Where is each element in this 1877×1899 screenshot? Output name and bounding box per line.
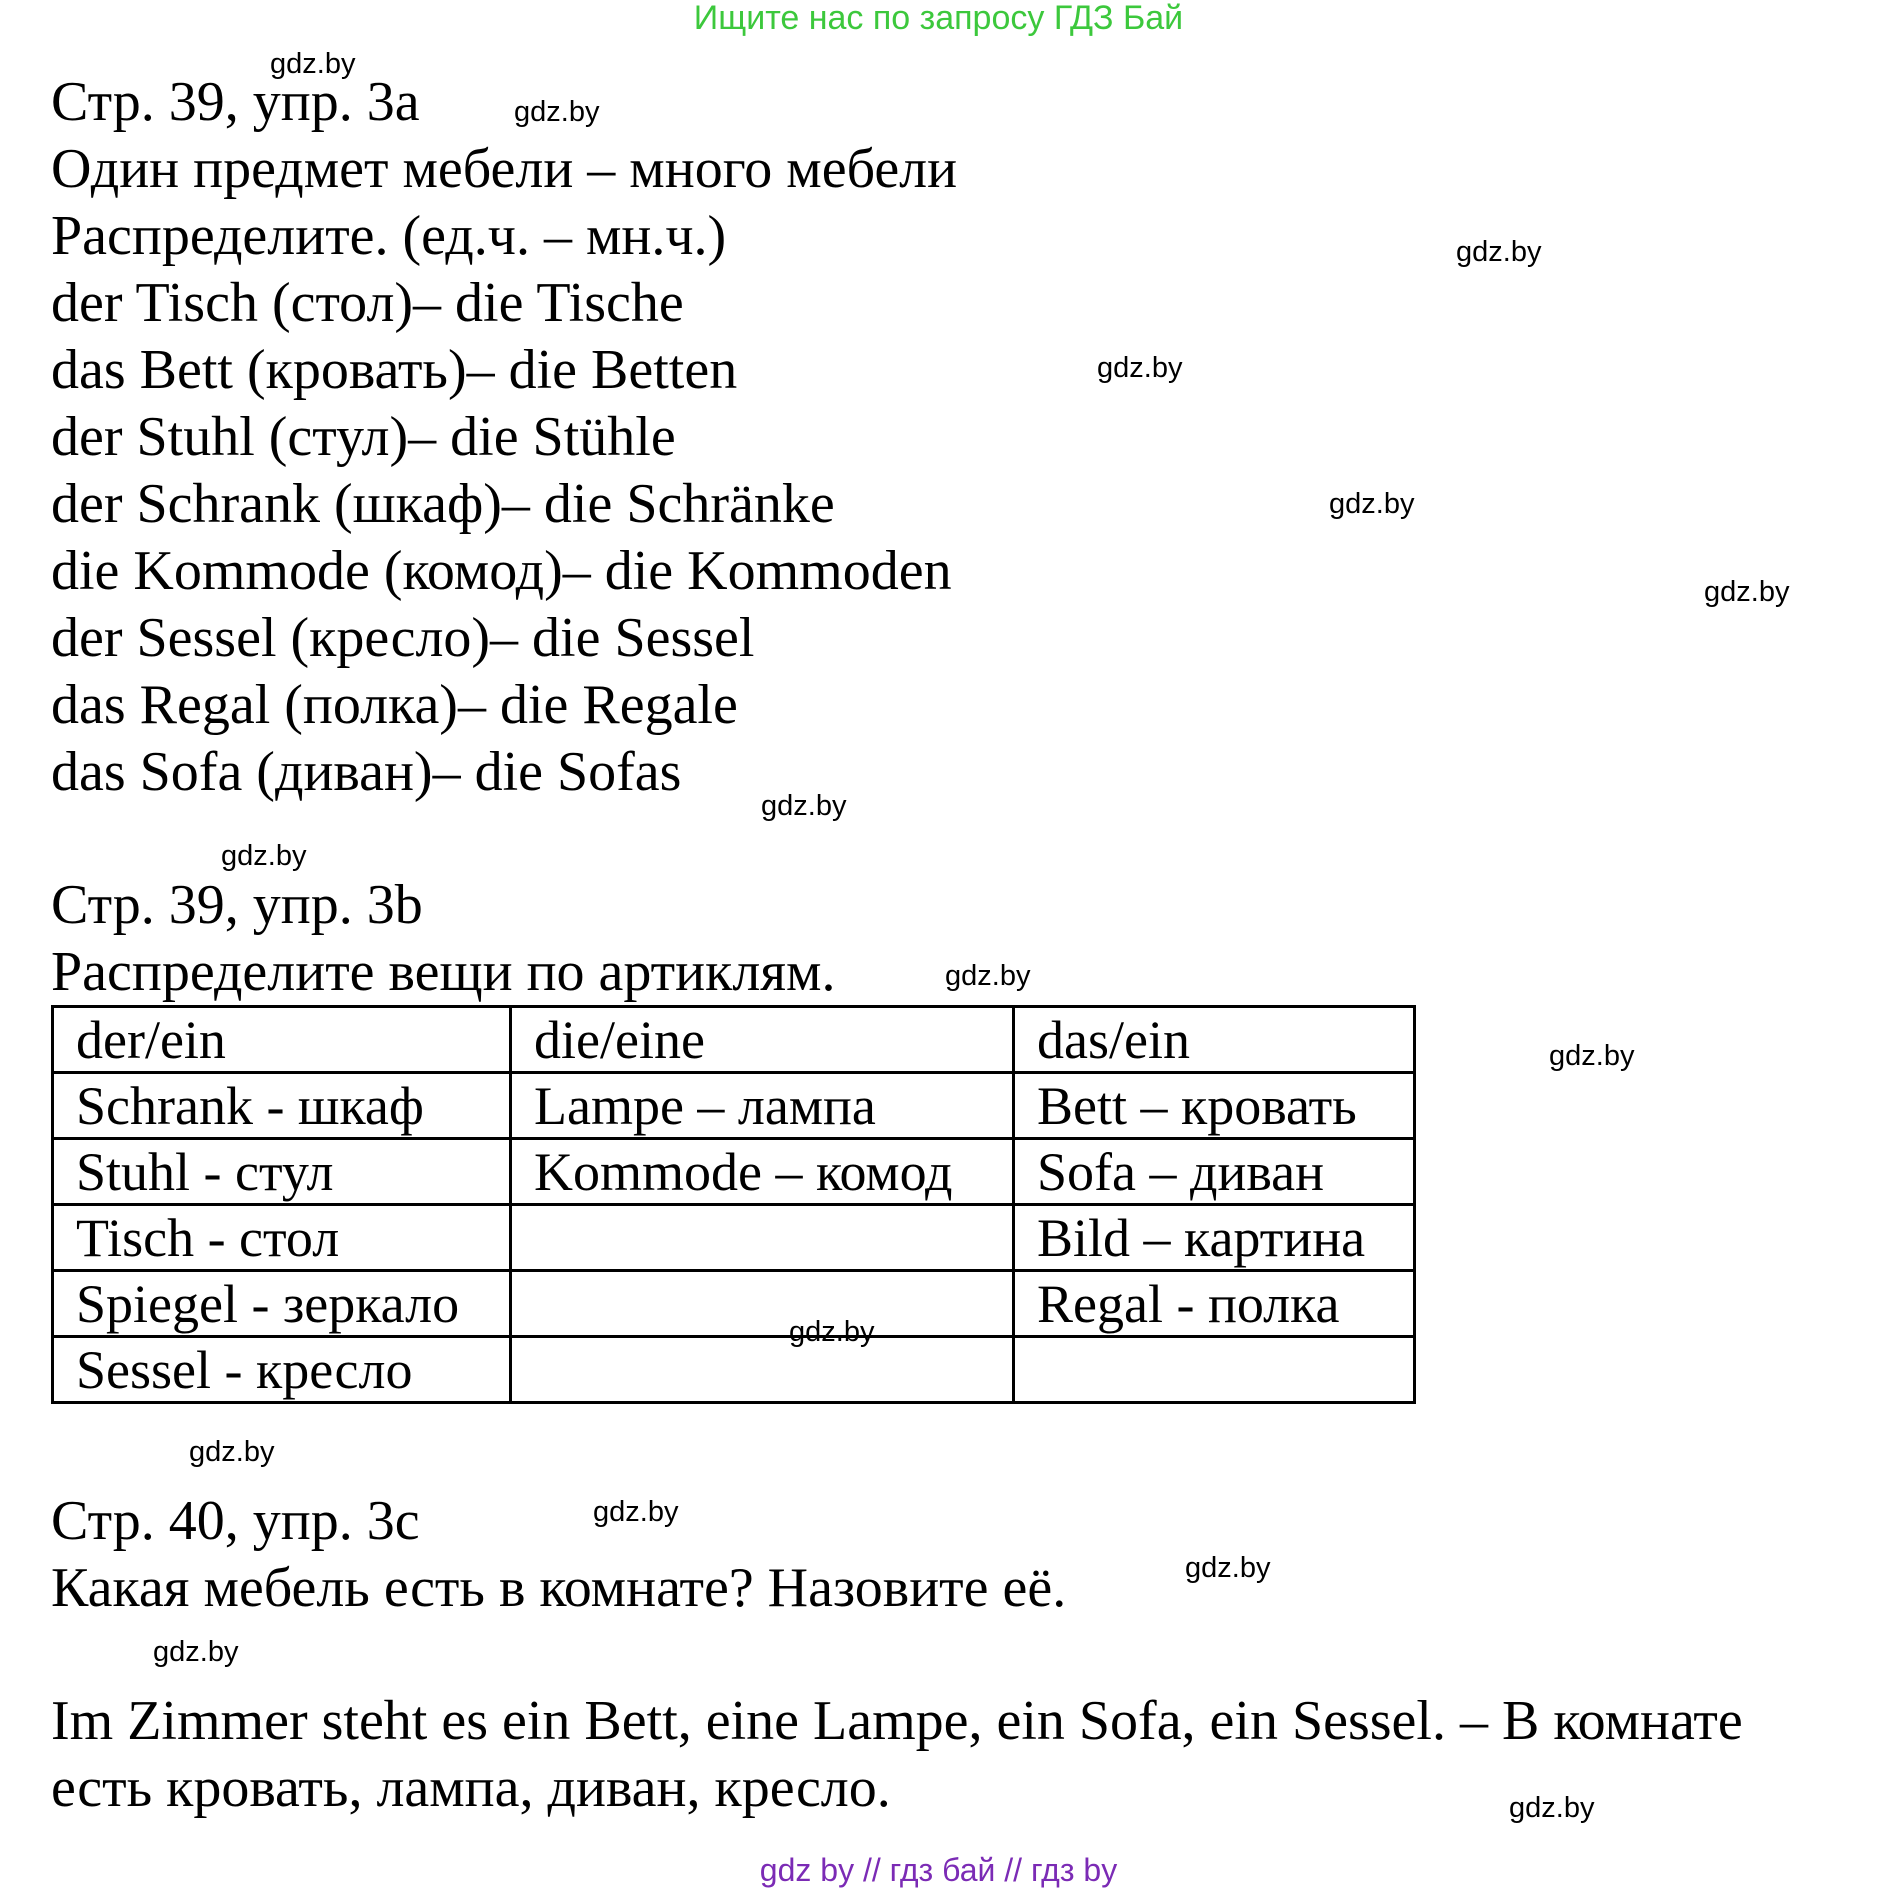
- section-c-heading: Стр. 40, упр. 3c: [51, 1490, 420, 1552]
- table-cell: Sessel - кресло: [53, 1337, 511, 1403]
- articles-table: [51, 1005, 1416, 1404]
- table-cell: Schrank - шкаф: [53, 1073, 511, 1139]
- watermark: gdz.by: [514, 96, 600, 128]
- section-c-answer: Im Zimmer steht es ein Bett, eine Lampe, ein Sofa, ein Sessel. – В комнате: [51, 1690, 1743, 1752]
- section-a-subtitle: Один предмет мебели – много мебели: [51, 138, 958, 200]
- watermark: gdz.by: [1549, 1040, 1635, 1072]
- section-c-question: Какая мебель есть в комнате? Назовите её.: [51, 1557, 1067, 1619]
- table-cell: Regal - полка: [1014, 1271, 1415, 1337]
- watermark: gdz.by: [761, 790, 847, 822]
- table-cell: [511, 1337, 1014, 1403]
- watermark: gdz.by: [189, 1436, 275, 1468]
- table-header-cell: der/ein: [53, 1007, 511, 1073]
- watermark: gdz.by: [153, 1636, 239, 1668]
- footer-links: gdz by // гдз бай // гдз by: [759, 1852, 1118, 1888]
- watermark: gdz.by: [1185, 1552, 1271, 1584]
- list-item: das Bett (кровать)– die Betten: [51, 339, 738, 401]
- list-item: der Schrank (шкаф)– die Schränke: [51, 473, 835, 535]
- list-item: der Tisch (стол)– die Tische: [51, 272, 684, 334]
- table-header-row: [53, 1007, 1415, 1073]
- table-cell: Kommode – комод: [511, 1139, 1014, 1205]
- list-item: das Sofa (диван)– die Sofas: [51, 741, 682, 803]
- table-cell: [511, 1271, 1014, 1337]
- watermark: gdz.by: [1509, 1792, 1595, 1824]
- section-b-heading: Стр. 39, упр. 3b: [51, 874, 423, 936]
- list-item: das Regal (полка)– die Regale: [51, 674, 738, 736]
- watermark: gdz.by: [1329, 488, 1415, 520]
- list-item: der Sessel (кресло)– die Sessel: [51, 607, 755, 669]
- table-cell: Spiegel - зеркало: [53, 1271, 511, 1337]
- table-header-cell: das/ein: [1014, 1007, 1415, 1073]
- table-cell: Sofa – диван: [1014, 1139, 1415, 1205]
- table-cell: [511, 1205, 1014, 1271]
- table-cell: Stuhl - стул: [53, 1139, 511, 1205]
- table-row: [53, 1139, 1415, 1205]
- table-cell: Lampe – лампа: [511, 1073, 1014, 1139]
- watermark: gdz.by: [270, 48, 356, 80]
- watermark: gdz.by: [1097, 352, 1183, 384]
- list-item: die Kommode (комод)– die Kommoden: [51, 540, 952, 602]
- table-row: [53, 1271, 1415, 1337]
- table-cell: Bild – картина: [1014, 1205, 1415, 1271]
- table-row: [53, 1337, 1415, 1403]
- watermark: gdz.by: [593, 1496, 679, 1528]
- table-row: [53, 1073, 1415, 1139]
- table-cell: Bett – кровать: [1014, 1073, 1415, 1139]
- list-item: der Stuhl (стул)– die Stühle: [51, 406, 676, 468]
- watermark: gdz.by: [221, 840, 307, 872]
- table-row: [53, 1205, 1415, 1271]
- table-cell: Tisch - стол: [53, 1205, 511, 1271]
- watermark: gdz.by: [1456, 236, 1542, 268]
- section-b-instruction: Распределите вещи по артиклям.: [51, 941, 836, 1003]
- watermark: gdz.by: [1704, 576, 1790, 608]
- section-a-instruction: Распределите. (ед.ч. – мн.ч.): [51, 205, 727, 267]
- section-a-heading: Стр. 39, упр. 3а: [51, 71, 420, 133]
- watermark: gdz.by: [945, 960, 1031, 992]
- watermark: gdz.by: [789, 1316, 875, 1348]
- table-header-cell: die/eine: [511, 1007, 1014, 1073]
- section-c-answer: есть кровать, лампа, диван, кресло.: [51, 1757, 891, 1819]
- search-banner: Ищите нас по запросу ГДЗ Бай: [693, 0, 1184, 37]
- table-cell: [1014, 1337, 1415, 1403]
